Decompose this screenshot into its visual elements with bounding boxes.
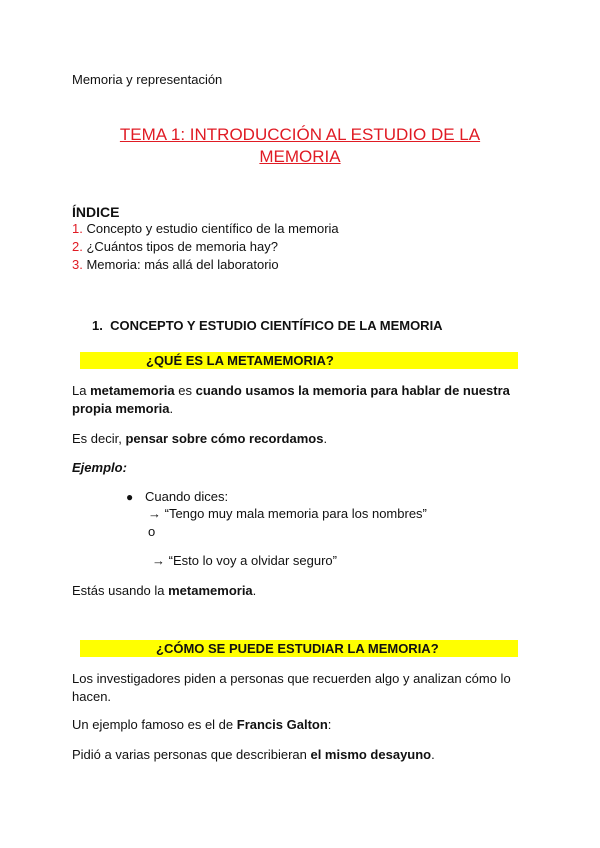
index-item bbox=[72, 221, 339, 236]
paragraph-conclusion: Estás usando la metamemoria. bbox=[72, 583, 257, 598]
example-quote-1: → “Tengo muy mala memoria para los nombres” bbox=[148, 506, 427, 521]
index-item-text: ¿Cuántos tipos de memoria hay? bbox=[82, 239, 278, 254]
example-or: o bbox=[148, 524, 156, 539]
document-title bbox=[72, 124, 528, 168]
index-item-number: 1. bbox=[72, 221, 83, 236]
title-line-2: MEMORIA bbox=[259, 147, 341, 166]
section-number: 1. bbox=[92, 318, 103, 333]
index-item-text: Memoria: más allá del laboratorio bbox=[82, 257, 279, 272]
highlight-heading-metamemoria: ¿QUÉ ES LA METAMEMORIA? bbox=[80, 352, 518, 369]
example-label: Ejemplo: bbox=[72, 460, 127, 475]
paragraph-es-decir: Es decir, pensar sobre cómo recordamos. bbox=[72, 431, 328, 446]
index-item bbox=[72, 239, 278, 254]
bullet-dot-icon: ● bbox=[126, 490, 134, 504]
title-line-1: TEMA 1: INTRODUCCIÓN AL ESTUDIO DE LA bbox=[119, 125, 481, 144]
index-item-text: Concepto y estudio científico de la memoria bbox=[82, 221, 339, 236]
paragraph-investigadores: Los investigadores piden a personas que recuerden algo y analizan cómo lo hacen. bbox=[72, 671, 511, 704]
paragraph-galton: Un ejemplo famoso es el de Francis Galton: bbox=[72, 717, 332, 732]
bullet-text: Cuando dices: bbox=[145, 489, 229, 504]
index-item-number: 2. bbox=[72, 239, 83, 254]
index-item-number: 3. bbox=[72, 257, 83, 272]
page-header: Memoria y representación bbox=[72, 72, 223, 87]
section-heading bbox=[92, 318, 443, 333]
section-title: CONCEPTO Y ESTUDIO CIENTÍFICO DE LA MEMORIA bbox=[110, 318, 443, 333]
index-item bbox=[72, 257, 279, 272]
example-quote-2: → “Esto lo voy a olvidar seguro” bbox=[152, 553, 337, 568]
paragraph-desayuno: Pidió a varias personas que describieran el mismo desayuno. bbox=[72, 747, 435, 762]
paragraph-definition: La metamemoria es cuando usamos la memoria para hablar de nuestra propia memoria. bbox=[72, 383, 510, 416]
index-heading: ÍNDICE bbox=[72, 204, 120, 220]
highlight-heading-estudio: ¿CÓMO SE PUEDE ESTUDIAR LA MEMORIA? bbox=[80, 640, 518, 657]
